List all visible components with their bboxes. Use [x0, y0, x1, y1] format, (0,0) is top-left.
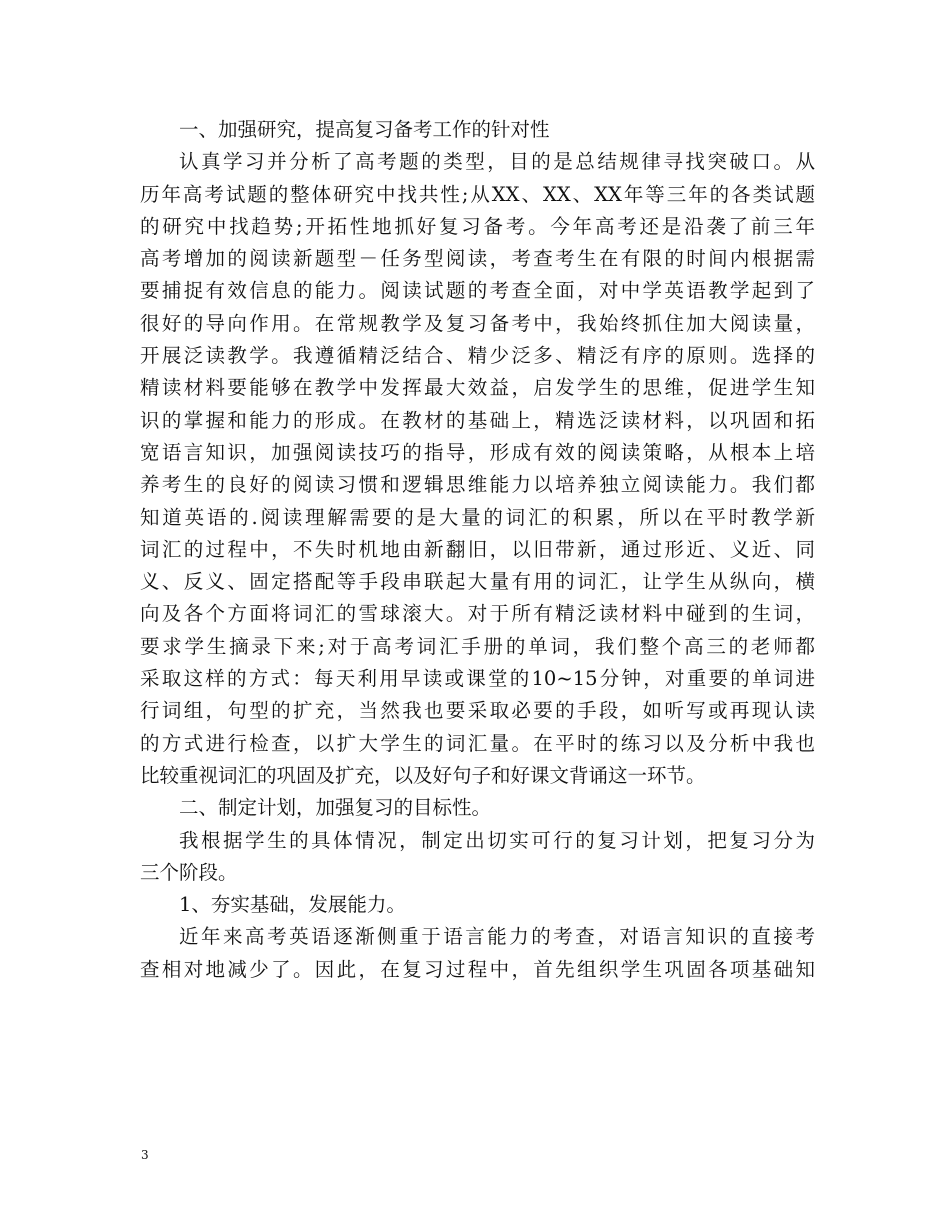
page-number: 3 — [141, 1148, 149, 1162]
text-line: 一、加强研究，提高复习备考工作的针对性 — [179, 118, 550, 141]
text-line: 认真学习并分析了高考题的类型，目的是总结规律寻找突破口。从 — [179, 150, 815, 174]
text-line: 词汇的过程中，不失时机地由新翻旧，以旧带新，通过形近、义近、同 — [140, 537, 815, 561]
text-line: 要捕捉有效信息的能力。阅读试题的考查全面，对中学英语教学起到了 — [140, 279, 815, 303]
text-line: 比较重视词汇的巩固及扩充，以及好句子和好课文背诵这一环节。 — [140, 763, 706, 787]
document-body — [140, 114, 815, 986]
text-line: 向及各个方面将词汇的雪球滚大。对于所有精泛读材料中碰到的生词， — [140, 602, 815, 626]
text-line: 我根据学生的具体情况，制定出切实可行的复习计划，把复习分为 — [179, 828, 815, 852]
text-line: 采取这样的方式：每天利用早读或课堂的10~15分钟，对重要的单词进 — [140, 667, 815, 691]
text-line: 1、夯实基础，发展能力。 — [179, 893, 406, 917]
text-line: 养考生的良好的阅读习惯和逻辑思维能力以培养独立阅读能力。我们都 — [140, 473, 815, 497]
text-line: 知道英语的.阅读理解需要的是大量的词汇的积累，所以在平时教学新 — [140, 505, 815, 529]
text-line: 宽语言知识，加强阅读技巧的指导，形成有效的阅读策略，从根本上培 — [140, 440, 815, 464]
text-line: 高考增加的阅读新题型－任务型阅读，考查考生在有限的时间内根据需 — [140, 247, 815, 271]
text-line: 要求学生摘录下来;对于高考词汇手册的单词，我们整个高三的老师都 — [140, 634, 815, 658]
text-line: 精读材料要能够在教学中发挥最大效益，启发学生的思维，促进学生知 — [140, 376, 815, 400]
text-line: 识的掌握和能力的形成。在教材的基础上，精选泛读材料，以巩固和拓 — [140, 408, 815, 432]
text-line: 开展泛读教学。我遵循精泛结合、精少泛多、精泛有序的原则。选择的 — [140, 344, 815, 368]
text-line: 义、反义、固定搭配等手段串联起大量有用的词汇，让学生从纵向，横 — [140, 570, 815, 594]
text-line: 行词组，句型的扩充，当然我也要采取必要的手段，如听写或再现认读 — [140, 699, 815, 723]
text-line: 查相对地减少了。因此，在复习过程中，首先组织学生巩固各项基础知 — [140, 957, 815, 981]
text-line: 近年来高考英语逐渐侧重于语言能力的考查，对语言知识的直接考 — [179, 925, 815, 949]
text-line: 历年高考试题的整体研究中找共性;从XX、XX、XX年等三年的各类试题 — [140, 182, 815, 206]
text-line: 的方式进行检查，以扩大学生的词汇量。在平时的练习以及分析中我也 — [140, 731, 815, 755]
text-line: 二、制定计划，加强复习的目标性。 — [179, 796, 492, 820]
text-line: 三个阶段。 — [140, 860, 238, 884]
text-line: 的研究中找趋势;开拓性地抓好复习备考。今年高考还是沿袭了前三年 — [140, 214, 815, 238]
text-line: 很好的导向作用。在常规教学及复习备考中，我始终抓住加大阅读量， — [140, 311, 815, 335]
